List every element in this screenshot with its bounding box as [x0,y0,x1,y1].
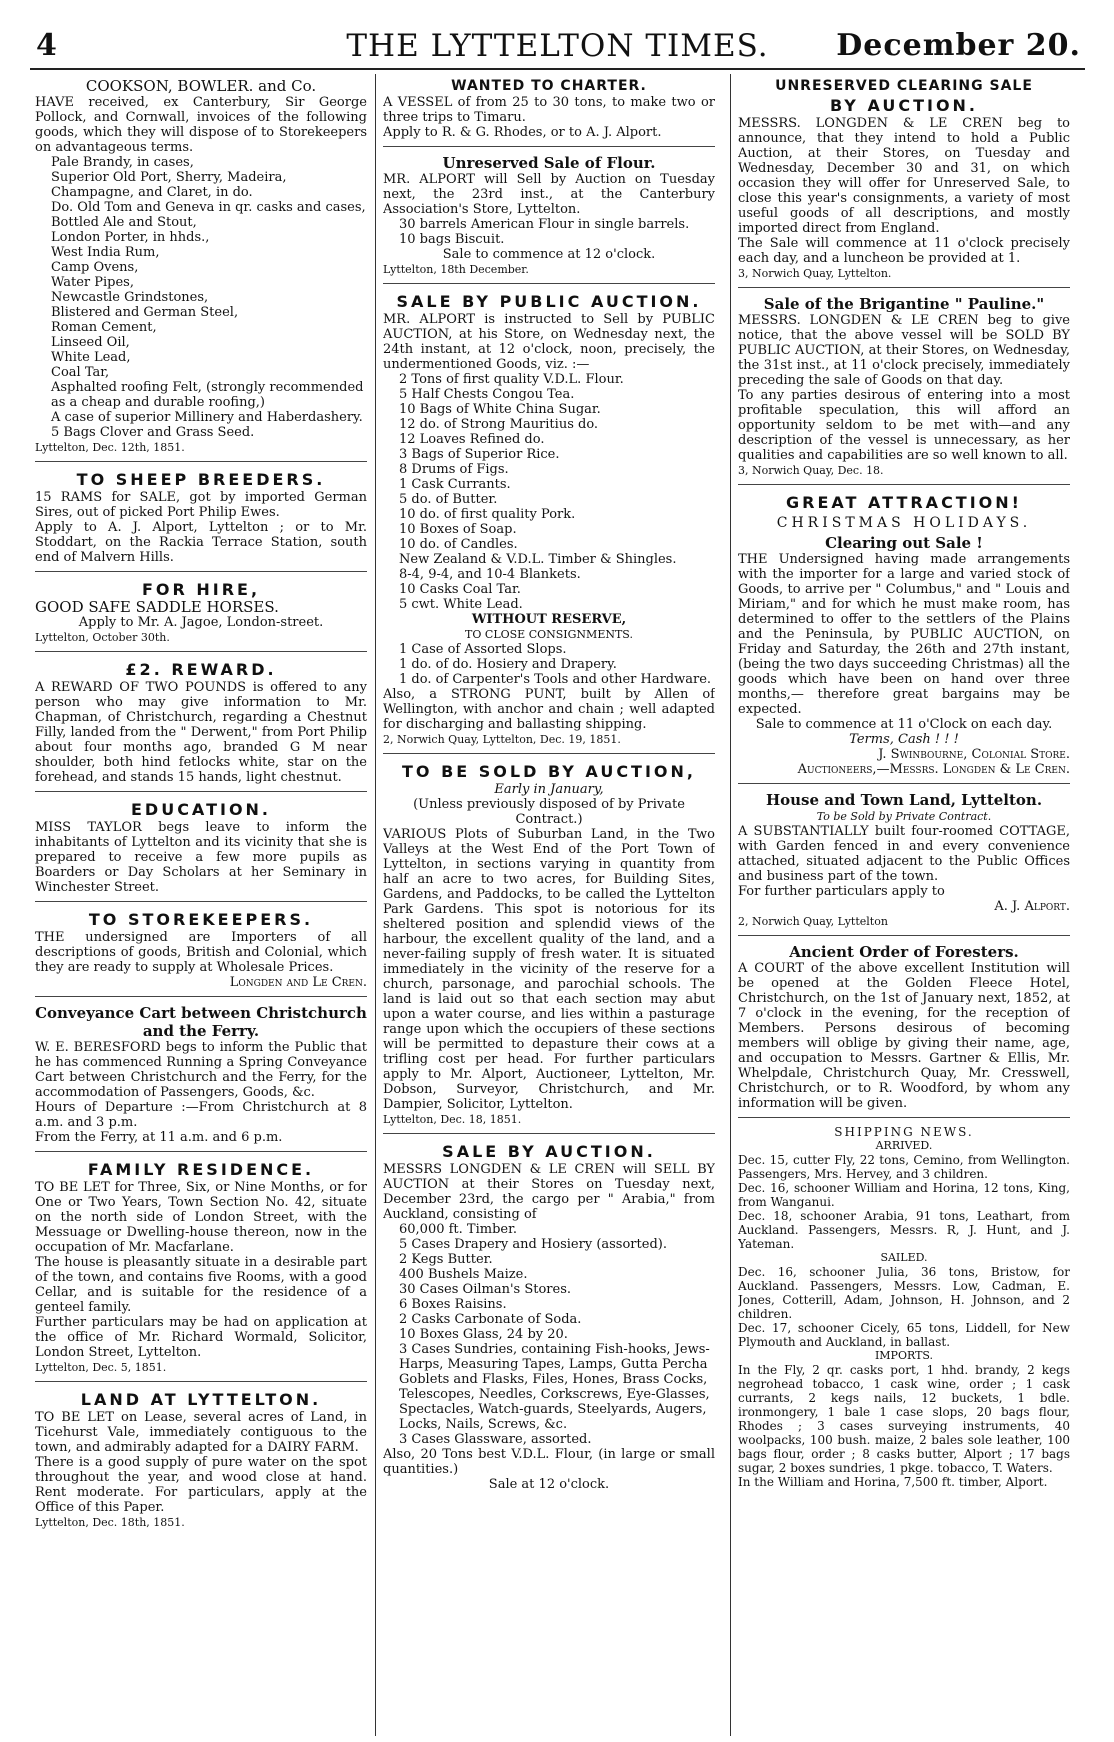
list-item: 10 bags Biscuit. [399,232,505,247]
list-item: Roman Cement, [51,320,157,335]
ad-land-at-lyttelton [35,1386,367,1536]
ad-storekeepers [35,906,367,997]
ad-body: Also, a STRONG PUNT, built by Allen of Wellington, with anchor and chain ; well adapted for discharging and ballasting shipping. [383,687,715,732]
ad-date: Lyttelton, Dec. 5, 1851. [35,1361,167,1374]
ad-subheading: SAILED. [880,1251,928,1264]
list-item: Newcastle Grindstones, [51,290,209,305]
list-item: 5 cwt. White Lead. [399,597,523,612]
ad-subheading: Clearing out Sale ! [825,534,983,552]
list-item: 12 Loaves Refined do. [399,432,545,447]
ad-heading: BY AUCTION. [829,96,979,115]
ad-body: There is a good supply of pure water on the spot throughout the year, and wood close at hand. Rent moderate. For particulars, apply at the Office of this Paper. [35,1455,367,1515]
list-item: Dec. 18, schooner Arabia, 91 tons, Leathart, from Auckland. Passengers, Messrs. R, J. Hunt, and J. Yateman. [738,1209,1070,1251]
goods-list [399,642,715,687]
ad-house-and-town-land [738,788,1070,936]
list-item: 1 do. of Carpenter's Tools and other Hardware. [399,672,712,687]
ad-body: Apply to Mr. A. Jagoe, London-street. [78,615,324,630]
list-item: 6 Boxes Raisins. [399,1297,507,1312]
ad-heading: Unreserved Sale of Flour. [442,154,656,172]
list-item: A case of superior Millinery and Haberdashery. [51,410,363,425]
ad-body: MESSRS. LONGDEN & LE CREN beg to announce, that they intend to hold a Public Auction, at their Stores, on Tuesday and Wednesday, December 30 and 31, on which occasion they will offer for Unreserved Sale, to close this year's consignments, a variety of most useful goods of all descriptions, and mostly imported direct from England. [738,116,1070,236]
ad-unreserved-clearing-sale [738,74,1070,288]
ad-heading: Ancient Order of Foresters. [789,943,1019,961]
column-2 [383,74,715,1734]
ad-heading: EDUCATION. [130,800,272,819]
ad-conveyance-cart [35,1001,367,1152]
ad-date: Lyttelton, Dec. 12th, 1851. [35,441,185,454]
shipping-news [738,1122,1070,1495]
list-item: 1 Case of Assorted Slops. [399,642,567,657]
ad-heading: COOKSON, BOWLER. and Co. [85,77,317,95]
ad-body: 15 RAMS for SALE, got by imported German Sires, out of picked Port Philip Ewes. [35,490,367,520]
ad-body: From the Ferry, at 11 a.m. and 6 p.m. [35,1130,283,1145]
ad-ancient-order-of-foresters [738,940,1070,1118]
list-item: 10 do. of first quality Pork. [399,507,576,522]
ad-heading: FOR HIRE, [141,580,261,599]
ad-body: MR. ALPORT will Sell by Auction on Tuesday next, the 23rd inst., at the Canterbury Association's Store, Lyttelton. [383,172,715,217]
list-item: Coal Tar, [51,365,110,380]
ad-body: A COURT of the above excellent Institution will be opened at the Golden Fleece Hotel, Christchurch, on the 1st of January next, 1852, at 7 o'clock in the evening, for the reception of Members. Persons desirous of becoming members will oblige by giving their name, age, and occupation to Messrs. Gartner & Ellis, Mr. Whelpdale, Christchurch Quay, Mr. Cresswell, Christchurch, or to R. Woodford, by whom any information will be given. [738,961,1070,1111]
list-item: 3 Bags of Superior Rice. [399,447,560,462]
masthead [30,18,1085,70]
ad-body: A REWARD OF TWO POUNDS is offered to any person who may give information to Mr. Chapman, of Christchurch, regarding a Chestnut Filly, landed from the " Derwent," from Port Philip about four months ago, branded G M near shoulder, both hind fetlocks white, star on the forehead, and stands 15 hands, light chestnut. [35,680,367,785]
ad-signature: A. J. Alport. [994,899,1070,914]
ad-date: 3, Norwich Quay, Lyttelton. [738,267,892,280]
ad-subheading: IMPORTS. [874,1349,934,1362]
list-item: Asphalted roofing Felt, (strongly recommended as a cheap and durable roofing,) [51,380,364,410]
column-rule-1 [375,74,376,1736]
ad-body: Sale to commence at 12 o'clock. [442,247,656,262]
ad-heading: TO SHEEP BREEDERS. [76,470,326,489]
ad-signature: J. Swinbourne, Colonial Store. [878,747,1070,762]
list-item: 2 Casks Carbonate of Soda. [399,1312,582,1327]
ad-body: Further particulars may be had on application at the office of Mr. Richard Wormald, Solicitor, London Street, Lyttelton. [35,1315,367,1360]
newspaper-title: THE LYTTELTON TIMES. [346,28,769,64]
list-item: Blistered and German Steel, [51,305,239,320]
ad-heading: SHIPPING NEWS. [834,1125,974,1139]
ad-date: 2, Norwich Quay, Lyttelton [738,915,888,928]
ad-body: Apply to R. & G. Rhodes, or to A. J. Alport. [383,125,662,140]
ad-body: Apply to A. J. Alport, Lyttelton ; or to Mr. Stoddart, on the Rackia Terrace Station, south end of Malvern Hills. [35,520,367,565]
list-item: 8 Drums of Figs. [399,462,509,477]
ad-wanted-to-charter [383,74,715,147]
ad-subheading: To be Sold by Private Contract. [816,810,992,823]
ad-cookson [35,74,367,462]
list-item: Dec. 16, schooner William and Horina, 12 tons, King, from Wanganui. [738,1181,1070,1209]
ad-date: Lyttelton, Dec. 18, 1851. [383,1113,522,1126]
ad-heading: SALE BY PUBLIC AUCTION. [396,292,702,311]
goods-list [399,1222,715,1447]
ad-body: MR. ALPORT is instructed to Sell by PUBLIC AUCTION, at his Store, on Wednesday next, the 24th instant, at 12 o'clock, noon, precisely, the undermentioned Goods, viz. :— [383,312,715,372]
list-item: White Lead, [51,350,131,365]
ad-heading: Sale of the Brigantine " Pauline." [763,295,1045,313]
list-item: West India Rum, [51,245,160,260]
ad-body: HAVE received, ex Canterbury, Sir George Pollock, and Cornwall, invoices of the following goods, which they will dispose of to Storekeepers on advantageous terms. [35,95,367,155]
ad-heading: UNRESERVED CLEARING SALE [775,78,1033,94]
ad-heading: GREAT ATTRACTION! [786,493,1022,512]
page-number: 4 [36,28,57,63]
ad-body: MESSRS. LONGDEN & LE CREN beg to give notice, that the above vessel will be SOLD BY PUBLIC AUCTION, at their Stores, on Wednesday, the 31st inst., at 11 o'clock precisely, immediately preceding the sale of Goods on that day. [738,313,1070,388]
list-item: Superior Old Port, Sherry, Madeira, Champagne, and Claret, in do. [51,170,287,200]
ad-body: To any parties desirous of entering into a most profitable speculation, this will afford an opportunity seldom to be met with—and any description of the vessel is unnecessary, as her qualities and capabilities are so well known to all. [738,388,1070,463]
list-item: London Porter, in hhds., [51,230,210,245]
ad-for-hire [35,576,367,652]
ad-body: VARIOUS Plots of Suburban Land, in the Two Valleys at the West End of the Port Town of Lyttelton, in sections varying in quantity from half an acre to two acres, for Building Sites, Gardens, and Paddocks, to be called the Lyttelton Park Gardens. This spot is notorious for its sheltered position and splendid views of the harbour, the excellent quality of the land, and a never-failing supply of fresh water. It is situated immediately in the vicinity of the reserve for a church, parsonage, and parochial schools. The land is laid out so that each section may abut upon a water course, and lies within a pasturage range upon which the occupiers of these sections will be permitted to depasture their cows at a trifling cost per head. For further particulars apply to Mr. Alport, Auctioneer, Lyttelton, Mr. Dobson, Surveyor, Christchurch, and Mr. Dampier, Solicitor, Lyttelton. [383,827,715,1112]
ad-heading: £2. REWARD. [125,660,277,679]
goods-list [399,217,715,247]
ad-subheading: WITHOUT RESERVE, [471,612,627,627]
goods-list [399,372,715,612]
ad-date: 3, Norwich Quay, Dec. 18. [738,464,884,477]
ad-sheep-breeders [35,466,367,572]
list-item: 8-4, 9-4, and 10-4 Blankets. [399,567,581,582]
ad-body: A VESSEL of from 25 to 30 tons, to make two or three trips to Timaru. [383,95,715,125]
ad-heading: FAMILY RESIDENCE. [87,1160,315,1179]
ad-date: Lyttelton, 18th December. [383,263,529,276]
ad-date: Lyttelton, Dec. 18th, 1851. [35,1516,185,1529]
ad-signature: Longden and Le Cren. [229,975,367,990]
list-item: 3 Cases Sundries, containing Fish-hooks, Jews-Harps, Measuring Tapes, Lamps, Gutta Percha Goblets and Flasks, Files, Hones, Brass Cocks, Telescopes, Needles, Corkscrews, Eye-Glasses, Spectacles, Watch-guards, Steelyards, Augers, Locks, Nails, Screws, &c. [399,1342,710,1432]
list-item: 5 Bags Clover and Grass Seed. [51,425,255,440]
ad-sale-by-auction [383,1138,715,1498]
ad-date: 2, Norwich Quay, Lyttelton, Dec. 19, 1851. [383,733,621,746]
list-item: Pale Brandy, in cases, [51,155,194,170]
list-item: 30 barrels American Flour in single barrels. [399,217,690,232]
ad-subheading: Early in January, [494,782,604,797]
goods-list [51,155,367,440]
ad-body: Also, 20 Tons best V.D.L. Flour, (in large or small quantities.) [383,1447,715,1477]
list-item: 2 Tons of first quality V.D.L. Flour. [399,372,624,387]
ad-body: The house is pleasantly situate in a desirable part of the town, and contains five Rooms, with a good Cellar, and is suitable for the residence of a genteel family. [35,1255,367,1315]
ad-body: Sale to commence at 11 o'Clock on each day. [755,717,1053,732]
ad-body: TO BE LET for Three, Six, or Nine Months, or for One or Two Years, Town Section No. 42, situate on the north side of London Street, with the Messuage or Dwelling-house thereon, now in the occupation of Mr. Macfarlane. [35,1180,367,1255]
ad-body: The Sale will commence at 11 o'clock precisely each day, and a luncheon be provided at 1. [738,236,1070,266]
ad-education [35,796,367,902]
list-item: Dec. 16, schooner Julia, 36 tons, Bristow, for Auckland. Passengers, Messrs. Low, Cadman, E. Jones, Cotterill, Adam, Johnson, H. Johnson, and 2 children. [738,1265,1070,1321]
ad-brigantine-pauline [738,292,1070,485]
list-item: 1 Cask Currants. [399,477,511,492]
ad-body: TO BE LET on Lease, several acres of Land, in Ticehurst Vale, immediately contiguous to the town, and admirably adapted for a DAIRY FARM. [35,1410,367,1455]
list-item: 5 do. of Butter. [399,492,498,507]
ad-body: Sale at 12 o'clock. [488,1477,610,1492]
issue-date: December 20. [836,28,1081,63]
list-item: Camp Ovens, [51,260,139,275]
ad-heading: WANTED TO CHARTER. [451,78,647,94]
list-item: 10 do. of Candles. [399,537,518,552]
ad-public-auction [383,288,715,754]
ad-heading: SALE BY AUCTION. [442,1142,656,1161]
column-1 [35,74,367,1734]
ad-subheading: ARRIVED. [875,1139,933,1152]
list-item: Bottled Ale and Stout, [51,215,197,230]
ad-body: For further particulars apply to [738,884,945,899]
ad-to-be-sold [383,758,715,1134]
list-item: 10 Casks Coal Tar. [399,582,521,597]
ad-heading: LAND AT LYTTELTON. [80,1390,322,1409]
list-item: 60,000 ft. Timber. [399,1222,518,1237]
list-item: Linseed Oil, [51,335,130,350]
list-item: Water Pipes, [51,275,134,290]
ad-body: Hours of Departure :—From Christchurch at 8 a.m. and 3 p.m. [35,1100,367,1130]
column-rule-2 [730,74,731,1736]
list-item: 10 Boxes of Soap. [399,522,517,537]
list-item: 3 Cases Glassware, assorted. [399,1432,592,1447]
list-item: 1 do. of do. Hosiery and Drapery. [399,657,617,672]
ad-heading: CHRISTMAS HOLIDAYS. [776,515,1032,531]
ad-date: Lyttelton, October 30th. [35,631,170,644]
list-item: 10 Bags of White China Sugar. [399,402,601,417]
ad-body: MISS TAYLOR begs leave to inform the inhabitants of Lyttelton and its vicinity that she is prepared to receive a few more pupils as Boarders or Day Scholars at her Seminary in Winchester Street. [35,820,367,895]
ad-heading: TO BE SOLD BY AUCTION, [402,762,696,781]
list-item: New Zealand & V.D.L. Timber & Shingles. [399,552,677,567]
list-item: 5 Cases Drapery and Hosiery (assorted). [399,1237,667,1252]
ad-subheading: (Unless previously disposed of by Private Contract.) [413,797,685,827]
ad-body: A SUBSTANTIALLY built four-roomed COTTAGE, with Garden fenced in and every convenience attached, situated adjacent to the Public Offices and business part of the town. [738,824,1070,884]
list-item: 30 Cases Oilman's Stores. [399,1282,572,1297]
list-item: Dec. 15, cutter Fly, 22 tons, Cemino, from Wellington. Passengers, Mrs. Hervey, and 3 children. [738,1153,1070,1181]
ad-body: W. E. BERESFORD begs to inform the Public that he has commenced Running a Spring Conveyance Cart between Christchurch and the Ferry, for the accommodation of Passengers, Goods, &c. [35,1040,367,1100]
list-item: 12 do. of Strong Mauritius do. [399,417,599,432]
ad-signature: Auctioneers,—Messrs. Longden & Le Cren. [797,762,1070,777]
ad-great-attraction [738,489,1070,784]
list-item: In the William and Horina, 7,500 ft. timber, Alport. [738,1475,1048,1489]
ad-body: MESSRS LONGDEN & LE CREN will SELL BY AUCTION at their Stores on Tuesday next, December 23rd, the cargo per " Arabia," from Auckland, consisting of [383,1162,715,1222]
ad-family-residence [35,1156,367,1382]
list-item: 5 Half Chests Congou Tea. [399,387,575,402]
list-item: In the Fly, 2 qr. casks port, 1 hhd. brandy, 2 kegs negrohead tobacco, 1 cask wine, order ; 1 cask currants, 2 kegs nails, 12 buckets, 1 bdle. ironmongery, 1 bale 1 case slops, 20 bags flour, Rhodes ; 3 cases surveying instruments, 40 woolpacks, 100 bush. maize, 2 bales sole leather, 100 bags flour, order ; 8 casks butter, Alport ; 17 bags sugar, 2 boxes sundries, 1 pkge. tobacco, T. Waters. [738,1363,1070,1475]
ad-subheading: TO CLOSE CONSIGNMENTS. [465,628,633,641]
ad-body: Terms, Cash ! ! ! [849,732,959,747]
ad-body: THE undersigned are Importers of all descriptions of goods, British and Colonial, which they are ready to supply at Wholesale Prices. [35,930,367,975]
ad-heading: House and Town Land, Lyttelton. [765,791,1043,809]
ad-sale-of-flour [383,151,715,284]
ad-heading: Conveyance Cart between Christchurch and the Ferry. [35,1004,367,1040]
column-3 [738,74,1070,1734]
ad-body: THE Undersigned having made arrangements with the importer for a large and varied stock of Goods, to arrive per " Columbus," and " Louis and Miriam," and for which he must make room, has determined to offer to the settlers of the Plains and the Peninsula, by PUBLIC AUCTION, on Friday and Saturday, the 26th and 27th instant, (being the two days succeeding Christmas) all the goods which have been on hand over three months,— therefore great bargains may be expected. [738,552,1070,717]
ad-heading: TO STOREKEEPERS. [88,910,314,929]
list-item: 2 Kegs Butter. [399,1252,493,1267]
ad-reward [35,656,367,792]
list-item: Dec. 17, schooner Cicely, 65 tons, Liddell, for New Plymouth and Auckland, in ballast. [738,1321,1070,1349]
list-item: Do. Old Tom and Geneva in qr. casks and cases, [51,200,366,215]
list-item: 10 Boxes Glass, 24 by 20. [399,1327,568,1342]
list-item: 400 Bushels Maize. [399,1267,528,1282]
ad-body: GOOD SAFE SADDLE HORSES. [35,598,279,616]
